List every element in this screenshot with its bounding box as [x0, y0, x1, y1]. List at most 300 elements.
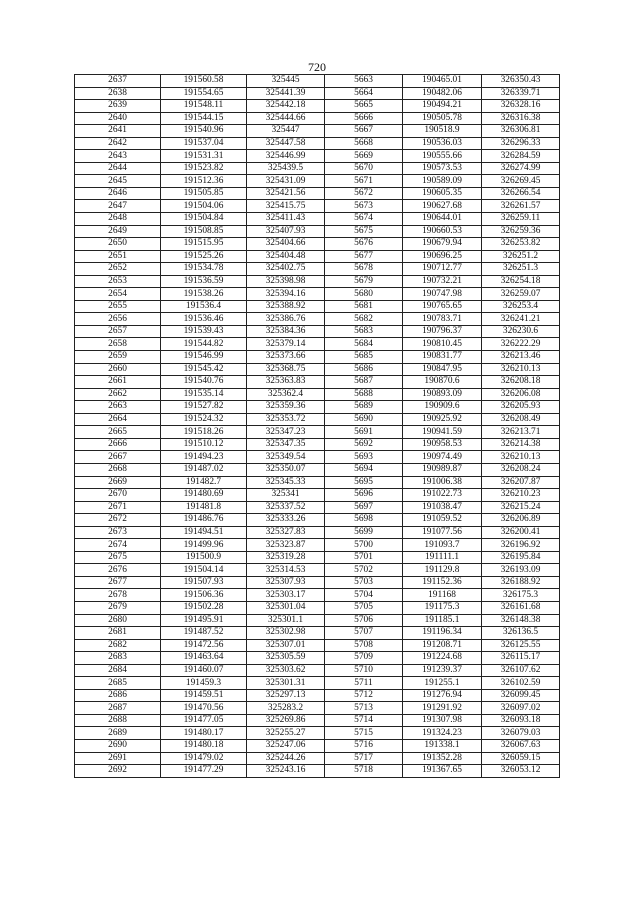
table-cell: 325301.31	[247, 677, 325, 690]
table-cell: 191479.02	[161, 752, 247, 765]
table-cell: 325302.98	[247, 627, 325, 640]
table-cell: 325283.2	[247, 702, 325, 715]
table-cell: 190831.77	[403, 351, 482, 364]
table-cell: 325303.17	[247, 589, 325, 602]
table-cell: 2647	[75, 200, 161, 213]
table-cell: 191538.26	[161, 288, 247, 301]
table-cell: 191022.73	[403, 489, 482, 502]
table-cell: 326206.89	[482, 514, 560, 527]
table-cell: 191525.26	[161, 250, 247, 263]
table-cell: 325307.01	[247, 639, 325, 652]
table-cell: 2673	[75, 526, 161, 539]
table-cell: 191499.96	[161, 539, 247, 552]
table-cell: 325314.53	[247, 564, 325, 577]
table-cell: 191352.28	[403, 752, 482, 765]
table-cell: 326215.24	[482, 501, 560, 514]
table-row	[75, 325, 560, 338]
table-cell: 5714	[325, 714, 403, 727]
table-cell: 190989.87	[403, 463, 482, 476]
table-cell: 191152.36	[403, 576, 482, 589]
table-cell: 326175.3	[482, 589, 560, 602]
table-cell: 326269.45	[482, 175, 560, 188]
table-row	[75, 689, 560, 702]
table-cell: 325363.83	[247, 376, 325, 389]
table-cell: 5709	[325, 652, 403, 665]
table-cell: 190909.6	[403, 401, 482, 414]
table-cell: 191515.95	[161, 238, 247, 251]
table-cell: 2667	[75, 451, 161, 464]
table-row	[75, 576, 560, 589]
table-row	[75, 225, 560, 238]
table-cell: 5704	[325, 589, 403, 602]
table-cell: 191175.3	[403, 601, 482, 614]
table-cell: 191111.1	[403, 551, 482, 564]
table-cell: 191537.04	[161, 137, 247, 150]
table-cell: 191540.76	[161, 376, 247, 389]
table-row	[75, 727, 560, 740]
table-cell: 325319.28	[247, 551, 325, 564]
table-cell: 2657	[75, 325, 161, 338]
table-cell: 326328.16	[482, 100, 560, 113]
table-cell: 326193.09	[482, 564, 560, 577]
table-row	[75, 514, 560, 527]
table-cell: 325349.54	[247, 451, 325, 464]
table-cell: 325307.93	[247, 576, 325, 589]
table-cell: 191527.82	[161, 401, 247, 414]
table-cell: 326136.5	[482, 627, 560, 640]
table-cell: 5670	[325, 162, 403, 175]
table-cell: 190605.35	[403, 187, 482, 200]
table-cell: 326296.33	[482, 137, 560, 150]
table-cell: 325445	[247, 75, 325, 88]
table-cell: 325333.26	[247, 514, 325, 527]
table-row	[75, 438, 560, 451]
table-cell: 325441.39	[247, 87, 325, 100]
table-cell: 325327.83	[247, 526, 325, 539]
table-cell: 5696	[325, 489, 403, 502]
table-cell: 5682	[325, 313, 403, 326]
table-cell: 191504.84	[161, 213, 247, 226]
table-cell: 326206.08	[482, 388, 560, 401]
table-cell: 2678	[75, 589, 161, 602]
table-cell: 5707	[325, 627, 403, 640]
table-cell: 325305.59	[247, 652, 325, 665]
table-cell: 191185.1	[403, 614, 482, 627]
table-cell: 326097.02	[482, 702, 560, 715]
table-cell: 5691	[325, 426, 403, 439]
table-cell: 190765.65	[403, 300, 482, 313]
table-cell: 5681	[325, 300, 403, 313]
table-cell: 326316.38	[482, 112, 560, 125]
table-row	[75, 614, 560, 627]
table-cell: 5708	[325, 639, 403, 652]
table-cell: 326251.3	[482, 263, 560, 276]
table-cell: 191540.96	[161, 125, 247, 138]
table-cell: 191548.11	[161, 100, 247, 113]
table-row	[75, 75, 560, 88]
table-cell: 190712.77	[403, 263, 482, 276]
table-cell: 326208.49	[482, 413, 560, 426]
table-cell: 191536.59	[161, 275, 247, 288]
table-cell: 190505.78	[403, 112, 482, 125]
table-cell: 191534.78	[161, 263, 247, 276]
table-cell: 191481.8	[161, 501, 247, 514]
table-cell: 5692	[325, 438, 403, 451]
table-cell: 5674	[325, 213, 403, 226]
table-cell: 5688	[325, 388, 403, 401]
table-cell: 5693	[325, 451, 403, 464]
table-cell: 5668	[325, 137, 403, 150]
table-cell: 2684	[75, 664, 161, 677]
table-cell: 191460.07	[161, 664, 247, 677]
table-cell: 5663	[325, 75, 403, 88]
table-cell: 5677	[325, 250, 403, 263]
table-cell: 326195.84	[482, 551, 560, 564]
table-cell: 191544.15	[161, 112, 247, 125]
table-row	[75, 463, 560, 476]
table-cell: 191338.1	[403, 739, 482, 752]
table-cell: 191486.76	[161, 514, 247, 527]
table-cell: 326259.11	[482, 213, 560, 226]
table-cell: 326213.71	[482, 426, 560, 439]
table-cell: 5689	[325, 401, 403, 414]
table-cell: 326148.38	[482, 614, 560, 627]
table-cell: 5700	[325, 539, 403, 552]
table-cell: 191518.26	[161, 426, 247, 439]
table-cell: 2680	[75, 614, 161, 627]
table-cell: 2688	[75, 714, 161, 727]
table-cell: 2637	[75, 75, 161, 88]
table-cell: 326200.41	[482, 526, 560, 539]
table-row	[75, 413, 560, 426]
table-cell: 326210.13	[482, 451, 560, 464]
table-cell: 191459.51	[161, 689, 247, 702]
table-row	[75, 275, 560, 288]
table-row	[75, 263, 560, 276]
table-cell: 191224.68	[403, 652, 482, 665]
table-row	[75, 601, 560, 614]
table-cell: 190660.53	[403, 225, 482, 238]
table-cell: 325439.5	[247, 162, 325, 175]
table-row	[75, 702, 560, 715]
table-cell: 325447.58	[247, 137, 325, 150]
table-cell: 325301.04	[247, 601, 325, 614]
table-cell: 326274.99	[482, 162, 560, 175]
table-cell: 5703	[325, 576, 403, 589]
table-cell: 2692	[75, 765, 161, 778]
table-cell: 2668	[75, 463, 161, 476]
table-cell: 190482.06	[403, 87, 482, 100]
table-cell: 325447	[247, 125, 325, 138]
table-cell: 5687	[325, 376, 403, 389]
table-cell: 191494.23	[161, 451, 247, 464]
table-cell: 326102.59	[482, 677, 560, 690]
table-cell: 325353.72	[247, 413, 325, 426]
table-cell: 325243.16	[247, 765, 325, 778]
table-row	[75, 100, 560, 113]
table-cell: 191472.56	[161, 639, 247, 652]
table-cell: 191507.93	[161, 576, 247, 589]
table-cell: 2666	[75, 438, 161, 451]
table-cell: 325384.36	[247, 325, 325, 338]
table-cell: 191546.99	[161, 351, 247, 364]
table-cell: 326251.2	[482, 250, 560, 263]
table-cell: 191506.36	[161, 589, 247, 602]
table-cell: 5680	[325, 288, 403, 301]
table-cell: 190783.71	[403, 313, 482, 326]
table-cell: 191524.32	[161, 413, 247, 426]
table-cell: 190696.25	[403, 250, 482, 263]
table-cell: 5711	[325, 677, 403, 690]
table-cell: 2650	[75, 238, 161, 251]
table-cell: 5671	[325, 175, 403, 188]
table-cell: 325404.48	[247, 250, 325, 263]
table-cell: 5710	[325, 664, 403, 677]
table-cell: 2687	[75, 702, 161, 715]
table-row	[75, 627, 560, 640]
table-cell: 191307.98	[403, 714, 482, 727]
table-cell: 326241.21	[482, 313, 560, 326]
table-cell: 325442.18	[247, 100, 325, 113]
table-cell: 191535.14	[161, 388, 247, 401]
table-cell: 191504.06	[161, 200, 247, 213]
table-cell: 2669	[75, 476, 161, 489]
table-cell: 5666	[325, 112, 403, 125]
table-row	[75, 489, 560, 502]
table-row	[75, 639, 560, 652]
table-cell: 190893.09	[403, 388, 482, 401]
table-row	[75, 426, 560, 439]
table-cell: 325421.56	[247, 187, 325, 200]
table-row	[75, 476, 560, 489]
table-row	[75, 376, 560, 389]
table-row	[75, 677, 560, 690]
table-cell: 325247.06	[247, 739, 325, 752]
table-cell: 191239.37	[403, 664, 482, 677]
table-cell: 190589.09	[403, 175, 482, 188]
table-cell: 190627.68	[403, 200, 482, 213]
table-cell: 5695	[325, 476, 403, 489]
table-cell: 190518.9	[403, 125, 482, 138]
table-cell: 2685	[75, 677, 161, 690]
table-row	[75, 213, 560, 226]
table-cell: 2664	[75, 413, 161, 426]
table-cell: 191494.51	[161, 526, 247, 539]
table-cell: 191463.64	[161, 652, 247, 665]
table-cell: 325386.76	[247, 313, 325, 326]
table-cell: 5701	[325, 551, 403, 564]
table-cell: 326284.59	[482, 150, 560, 163]
table-cell: 191477.05	[161, 714, 247, 727]
table-row	[75, 526, 560, 539]
table-cell: 325347.35	[247, 438, 325, 451]
table-cell: 2682	[75, 639, 161, 652]
table-cell: 2656	[75, 313, 161, 326]
table-row	[75, 125, 560, 138]
table-cell: 326067.63	[482, 739, 560, 752]
table-cell: 326266.54	[482, 187, 560, 200]
table-row	[75, 664, 560, 677]
table-cell: 191208.71	[403, 639, 482, 652]
table-cell: 191059.52	[403, 514, 482, 527]
table-cell: 326099.45	[482, 689, 560, 702]
table-cell: 326254.18	[482, 275, 560, 288]
table-cell: 325303.62	[247, 664, 325, 677]
table-cell: 191482.7	[161, 476, 247, 489]
table-cell: 190679.94	[403, 238, 482, 251]
table-cell: 326093.18	[482, 714, 560, 727]
table-cell: 326253.4	[482, 300, 560, 313]
table-cell: 190958.53	[403, 438, 482, 451]
table-row	[75, 112, 560, 125]
table-cell: 326208.18	[482, 376, 560, 389]
table-cell: 5667	[325, 125, 403, 138]
table-cell: 2652	[75, 263, 161, 276]
table-row	[75, 313, 560, 326]
table-cell: 2649	[75, 225, 161, 238]
table-cell: 326261.57	[482, 200, 560, 213]
table-cell: 5715	[325, 727, 403, 740]
table-cell: 326210.23	[482, 489, 560, 502]
table-cell: 5676	[325, 238, 403, 251]
table-cell: 191459.3	[161, 677, 247, 690]
table-cell: 325297.13	[247, 689, 325, 702]
table-cell: 325394.16	[247, 288, 325, 301]
table-cell: 2644	[75, 162, 161, 175]
table-cell: 190747.98	[403, 288, 482, 301]
table-cell: 326253.82	[482, 238, 560, 251]
table-cell: 191539.43	[161, 325, 247, 338]
table-cell: 325379.14	[247, 338, 325, 351]
table-row	[75, 187, 560, 200]
table-cell: 191504.14	[161, 564, 247, 577]
table-cell: 191500.9	[161, 551, 247, 564]
table-cell: 2645	[75, 175, 161, 188]
table-cell: 191495.91	[161, 614, 247, 627]
table-cell: 325255.27	[247, 727, 325, 740]
table-cell: 191531.31	[161, 150, 247, 163]
table-row	[75, 137, 560, 150]
table-row	[75, 250, 560, 263]
table-cell: 190941.59	[403, 426, 482, 439]
table-cell: 190870.6	[403, 376, 482, 389]
table-cell: 2671	[75, 501, 161, 514]
table-cell: 325323.87	[247, 539, 325, 552]
table-cell: 325350.07	[247, 463, 325, 476]
table-cell: 191196.34	[403, 627, 482, 640]
table-row	[75, 401, 560, 414]
table-cell: 2646	[75, 187, 161, 200]
table-cell: 326196.92	[482, 539, 560, 552]
table-row	[75, 652, 560, 665]
table-cell: 2659	[75, 351, 161, 364]
table-cell: 326059.15	[482, 752, 560, 765]
table-cell: 325431.09	[247, 175, 325, 188]
table-cell: 191480.17	[161, 727, 247, 740]
table-cell: 326213.46	[482, 351, 560, 364]
table-cell: 191560.58	[161, 75, 247, 88]
table-row	[75, 338, 560, 351]
table-cell: 190925.92	[403, 413, 482, 426]
table-cell: 191038.47	[403, 501, 482, 514]
table-cell: 326053.12	[482, 765, 560, 778]
table-cell: 2642	[75, 137, 161, 150]
table-cell: 325388.92	[247, 300, 325, 313]
table-cell: 326306.81	[482, 125, 560, 138]
table-cell: 325341	[247, 489, 325, 502]
table-cell: 2689	[75, 727, 161, 740]
table-cell: 191367.65	[403, 765, 482, 778]
table-cell: 190810.45	[403, 338, 482, 351]
table-row	[75, 162, 560, 175]
table-row	[75, 363, 560, 376]
table-cell: 5685	[325, 351, 403, 364]
table-row	[75, 752, 560, 765]
table-cell: 2674	[75, 539, 161, 552]
table-cell: 2660	[75, 363, 161, 376]
table-cell: 325415.75	[247, 200, 325, 213]
table-cell: 2648	[75, 213, 161, 226]
table-cell: 5713	[325, 702, 403, 715]
table-cell: 5705	[325, 601, 403, 614]
table-cell: 190732.21	[403, 275, 482, 288]
table-cell: 191554.65	[161, 87, 247, 100]
table-cell: 2675	[75, 551, 161, 564]
table-cell: 2686	[75, 689, 161, 702]
table-cell: 191536.4	[161, 300, 247, 313]
table-cell: 326161.68	[482, 601, 560, 614]
table-cell: 191508.85	[161, 225, 247, 238]
table-cell: 5702	[325, 564, 403, 577]
table-cell: 5669	[325, 150, 403, 163]
table-cell: 325398.98	[247, 275, 325, 288]
table-cell: 2641	[75, 125, 161, 138]
table-cell: 5699	[325, 526, 403, 539]
table-cell: 2679	[75, 601, 161, 614]
table-cell: 5679	[325, 275, 403, 288]
table-cell: 325301.1	[247, 614, 325, 627]
table-cell: 326214.38	[482, 438, 560, 451]
table-cell: 326222.29	[482, 338, 560, 351]
table-cell: 5706	[325, 614, 403, 627]
table-cell: 191523.82	[161, 162, 247, 175]
table-cell: 5664	[325, 87, 403, 100]
table-cell: 2663	[75, 401, 161, 414]
table-cell: 191480.18	[161, 739, 247, 752]
table-cell: 2672	[75, 514, 161, 527]
table-cell: 191544.82	[161, 338, 247, 351]
table-row	[75, 238, 560, 251]
table-cell: 2639	[75, 100, 161, 113]
table-cell: 326107.62	[482, 664, 560, 677]
table-cell: 326259.36	[482, 225, 560, 238]
table-cell: 191536.46	[161, 313, 247, 326]
table-cell: 325368.75	[247, 363, 325, 376]
table-cell: 326210.13	[482, 363, 560, 376]
table-cell: 191077.56	[403, 526, 482, 539]
table-row	[75, 288, 560, 301]
table-row	[75, 501, 560, 514]
table-cell: 5683	[325, 325, 403, 338]
table-cell: 325402.75	[247, 263, 325, 276]
table-cell: 5698	[325, 514, 403, 527]
table-row	[75, 765, 560, 778]
table-cell: 191470.56	[161, 702, 247, 715]
table-cell: 190465.01	[403, 75, 482, 88]
table-row	[75, 150, 560, 163]
table-cell: 2655	[75, 300, 161, 313]
table-cell: 326205.93	[482, 401, 560, 414]
